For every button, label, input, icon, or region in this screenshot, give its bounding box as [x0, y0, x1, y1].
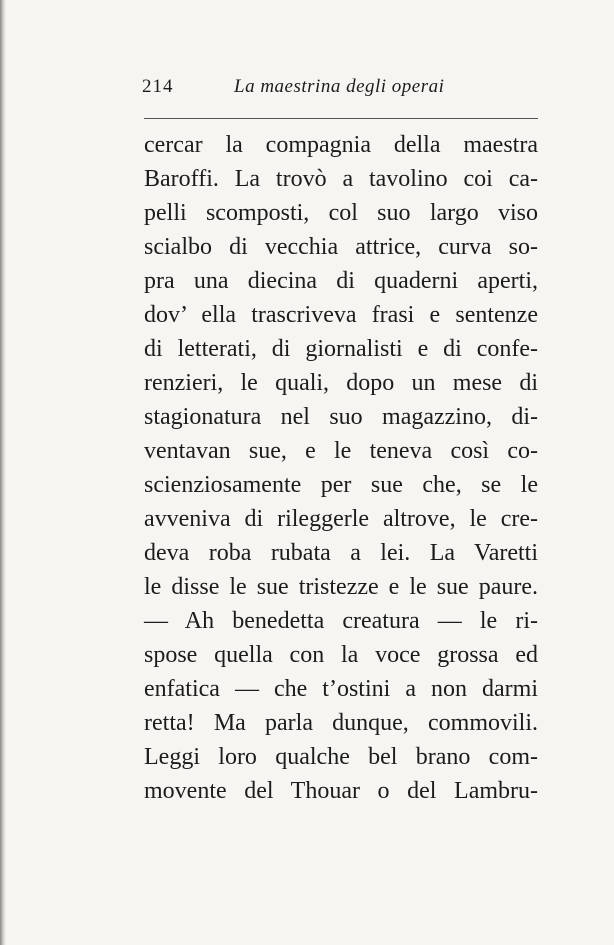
page-header [142, 76, 542, 106]
text-line: ventavan sue, e le teneva così co- [144, 438, 538, 464]
text-line: stagionatura nel suo magazzino, di- [144, 404, 538, 430]
text-line: scienziosamente per sue che, se le [144, 472, 538, 498]
text-line: — Ah benedetta creatura — le ri- [144, 608, 538, 634]
text-line: deva roba rubata a lei. La Varetti [144, 540, 538, 566]
text-line: avveniva di rileggerle altrove, le cre- [144, 506, 538, 532]
text-line: movente del Thouar o del Lambru- [144, 778, 538, 804]
header-rule [144, 118, 538, 119]
page-number: 214 [142, 76, 174, 97]
text-line: dov’ ella trascriveva frasi e sentenze [144, 302, 538, 328]
text-line: pelli scomposti, col suo largo viso [144, 200, 538, 226]
text-line: Baroffi. La trovò a tavolino coi ca- [144, 166, 538, 192]
text-line: le disse le sue tristezze e le sue paure. [144, 574, 538, 600]
text-line: pra una diecina di quaderni aperti, [144, 268, 538, 294]
text-line: scialbo di vecchia attrice, curva so- [144, 234, 538, 260]
text-line: cercar la compagnia della maestra [144, 132, 538, 158]
page-binding-edge [0, 0, 6, 945]
text-line: Leggi loro qualche bel brano com- [144, 744, 538, 770]
text-line: di letterati, di giornalisti e di confe- [144, 336, 538, 362]
text-line: renzieri, le quali, dopo un mese di [144, 370, 538, 396]
text-line: enfatica — che t’ostini a non darmi [144, 676, 538, 702]
text-line: spose quella con la voce grossa ed [144, 642, 538, 668]
body-text [144, 128, 538, 808]
running-title: La maestrina degli operai [234, 76, 445, 97]
text-line: retta! Ma parla dunque, commovili. [144, 710, 538, 736]
